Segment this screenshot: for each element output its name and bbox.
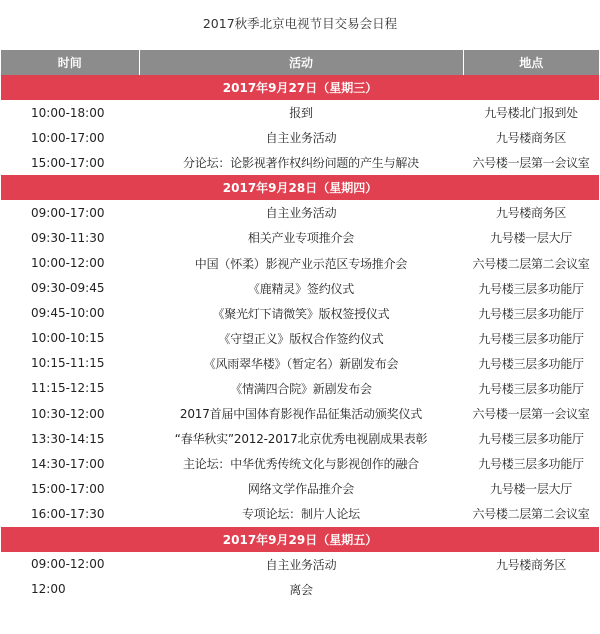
activity-cell: 《守望正义》版权合作签约仪式: [218, 331, 384, 346]
time-cell: 15:00-17:00: [31, 481, 105, 496]
table-row: [1, 150, 599, 175]
time-cell: 16:00-17:30: [31, 506, 105, 521]
activity-cell: 《情满四合院》新剧发布会: [230, 381, 372, 396]
date-label: 2017年9月29日（星期五）: [1, 527, 599, 552]
location-cell: [463, 577, 599, 602]
location-cell: 九号楼三层多功能厅: [478, 457, 584, 472]
time-cell: 09:45-10:00: [31, 306, 105, 321]
table-row: [1, 326, 599, 351]
schedule-table: [1, 50, 599, 602]
date-label: 2017年9月27日（星期三）: [1, 75, 599, 100]
time-cell: 10:00-12:00: [31, 256, 105, 271]
time-cell: 10:00-10:15: [31, 331, 105, 346]
activity-cell: 分论坛：论影视著作权纠纷问题的产生与解决: [182, 156, 419, 171]
activity-cell: 相关产业专项推介会: [247, 231, 355, 246]
table-row: [1, 501, 599, 526]
table-row: [1, 401, 599, 426]
location-cell: 九号楼北门报到处: [484, 106, 578, 121]
time-cell: 09:30-09:45: [31, 281, 105, 296]
time-cell: 10:15-11:15: [31, 356, 105, 371]
table-row: [1, 351, 599, 376]
header-location: 地点: [463, 50, 599, 75]
table-row: [1, 200, 599, 225]
table-row: [1, 451, 599, 476]
location-cell: 九号楼三层多功能厅: [478, 356, 584, 371]
date-row: [1, 75, 599, 100]
table-row: [1, 476, 599, 501]
time-cell: 09:00-17:00: [31, 205, 105, 220]
location-cell: 九号楼三层多功能厅: [478, 331, 584, 346]
table-row: [1, 577, 599, 602]
header-time: 时间: [1, 50, 139, 75]
activity-cell: 自主业务活动: [265, 131, 337, 146]
activity-cell: 2017首届中国体育影视作品征集活动颁奖仪式: [179, 407, 423, 422]
header-activity: 活动: [139, 50, 463, 75]
date-label: 2017年9月28日（星期四）: [1, 175, 599, 200]
activity-cell: 《风雨翠华楼》（暂定名）新剧发布会: [203, 356, 399, 371]
location-cell: 九号楼一层大厅: [490, 482, 572, 497]
location-cell: 九号楼商务区: [495, 557, 567, 572]
location-cell: 六号楼一层第一会议室: [472, 407, 590, 422]
table-row: [1, 426, 599, 451]
activity-cell: 网络文学作品推介会: [247, 482, 355, 497]
location-cell: 九号楼三层多功能厅: [478, 432, 584, 447]
activity-cell: 自主业务活动: [265, 557, 337, 572]
location-cell: 九号楼一层大厅: [490, 231, 572, 246]
location-cell: 六号楼二层第二会议室: [472, 507, 590, 522]
table-row: [1, 552, 599, 577]
location-cell: 六号楼二层第二会议室: [472, 256, 590, 271]
time-cell: 09:00-12:00: [31, 557, 105, 572]
table-row: [1, 100, 599, 125]
header-row: [1, 50, 599, 75]
location-cell: 九号楼商务区: [495, 206, 567, 221]
activity-cell: 离会: [289, 582, 313, 597]
activity-cell: “春华秋实”2012-2017北京优秀电视剧成果表彰: [174, 432, 428, 447]
time-cell: 09:30-11:30: [31, 230, 105, 245]
location-cell: 九号楼三层多功能厅: [478, 381, 584, 396]
table-row: [1, 250, 599, 275]
location-cell: 九号楼商务区: [495, 131, 567, 146]
table-row: [1, 225, 599, 250]
time-cell: 14:30-17:00: [31, 456, 105, 471]
time-cell: 15:00-17:00: [31, 155, 105, 170]
location-cell: 九号楼三层多功能厅: [478, 281, 584, 296]
time-cell: 10:00-18:00: [31, 105, 105, 120]
activity-cell: 主论坛：中华优秀传统文化与影视创作的融合: [182, 457, 419, 472]
page-title: 2017秋季北京电视节目交易会日程: [202, 16, 398, 31]
time-cell: 10:30-12:00: [31, 406, 105, 421]
table-row: [1, 376, 599, 401]
location-cell: 九号楼三层多功能厅: [478, 306, 584, 321]
table-row: [1, 125, 599, 150]
activity-cell: 自主业务活动: [265, 206, 337, 221]
time-cell: 12:00: [31, 582, 66, 597]
date-row: [1, 175, 599, 200]
activity-cell: 《聚光灯下请微笑》版权签授仪式: [212, 306, 390, 321]
activity-cell: 专项论坛：制片人论坛: [241, 507, 360, 522]
table-row: [1, 301, 599, 326]
activity-cell: 《鹿精灵》签约仪式: [247, 281, 355, 296]
time-cell: 13:30-14:15: [31, 431, 105, 446]
time-cell: 11:15-12:15: [31, 381, 105, 396]
table-row: [1, 276, 599, 301]
time-cell: 10:00-17:00: [31, 130, 105, 145]
activity-cell: 中国（怀柔）影视产业示范区专场推介会: [194, 256, 408, 271]
location-cell: 六号楼一层第一会议室: [472, 156, 590, 171]
date-row: [1, 527, 599, 552]
activity-cell: 报到: [289, 106, 313, 121]
